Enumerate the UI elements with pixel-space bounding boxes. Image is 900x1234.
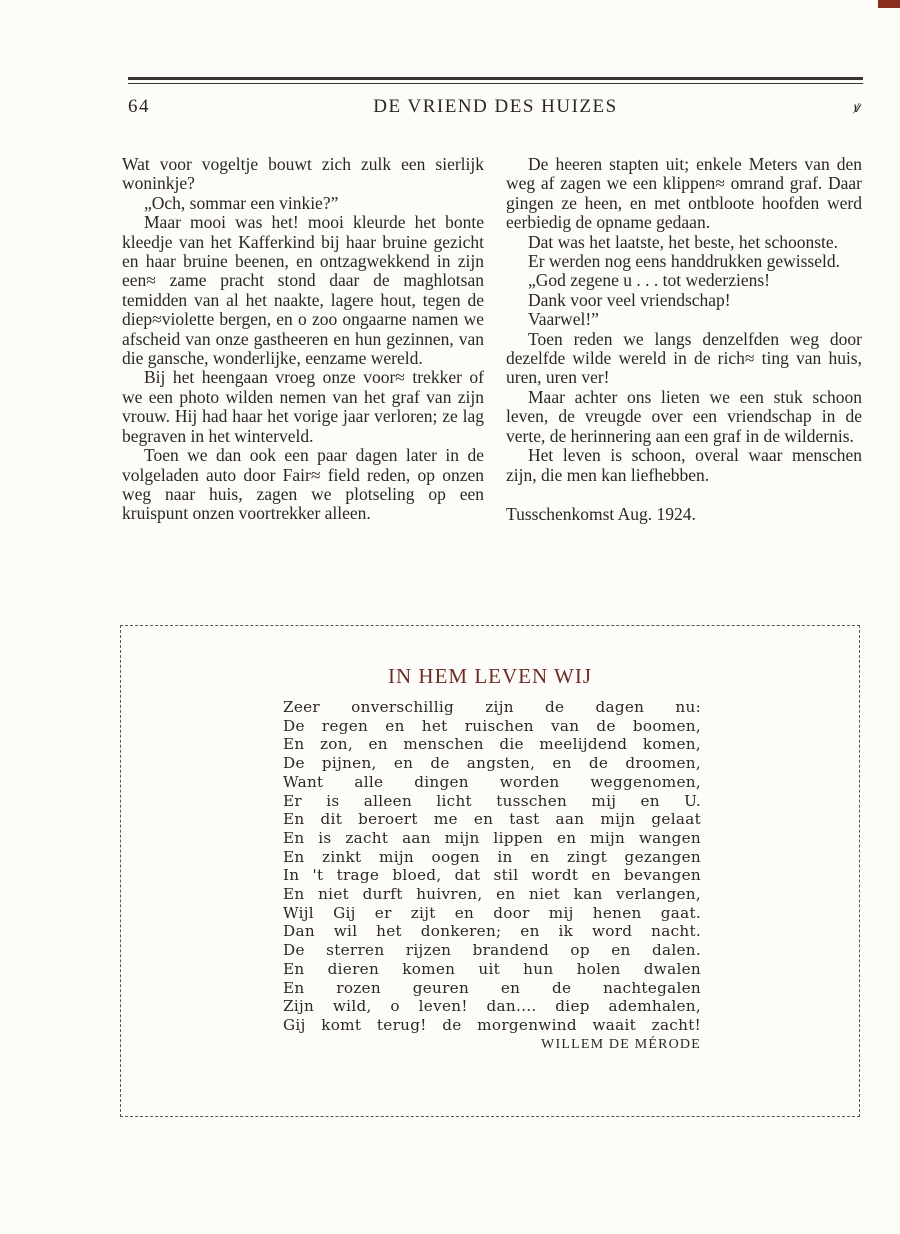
poem-author: WILLEM DE MÉRODE bbox=[541, 1036, 701, 1052]
signoff: Tusschenkomst Aug. 1924. bbox=[506, 503, 696, 524]
paragraph: Er werden nog eens handdrukken gewisseld. bbox=[528, 251, 840, 272]
poem-line: Want alle dingen worden weggenomen, bbox=[283, 772, 701, 791]
paragraph: Maar mooi was het! mooi kleurde het bonte kleedje van het Kafferkind bij haar bruine gezicht en haar bruine beenen, en ontzagwekkend in zijn een≈ zame pracht stond daar de maghlotsan temidden van al het naakte, lagere hout, tegen de diep≈violette bergen, en o zoo ongaarne namen we afscheid van onze gastheeren en hun gezinnen, van die gansche, wonderlijke, eenzame wereld. bbox=[122, 212, 484, 369]
poem-line: Gij komt terug! de morgenwind waait zacht! bbox=[283, 1015, 701, 1034]
paragraph: Toen we dan ook een paar dagen later in de volgeladen auto door Fair≈ field reden, op onzen weg naar huis, zagen we plotseling op een kruispunt onzen voortrekker alleen. bbox=[122, 445, 484, 524]
page-number: 64 bbox=[128, 96, 150, 117]
poem-line: Zijn wild, o leven! dan.... diep ademhalen, bbox=[283, 997, 701, 1016]
paragraph: „God zegene u . . . tot wederziens! bbox=[528, 270, 770, 291]
paragraph: Wat voor vogeltje bouwt zich zulk een sierlijk woninkje? bbox=[122, 154, 484, 194]
page-edge-mark bbox=[878, 0, 900, 8]
poem-line: En is zacht aan mijn lippen en mijn wangen bbox=[283, 828, 701, 847]
poem-line: En rozen geuren en de nachtegalen bbox=[283, 978, 701, 997]
poem-line: De regen en het ruischen van de boomen, bbox=[283, 716, 701, 735]
poem-line: Wijl Gij er zijt en door mij henen gaat. bbox=[283, 903, 701, 922]
paragraph: Toen reden we langs denzelfden weg door dezelfde wilde wereld in de rich≈ ting van huis, uren, uren ver! bbox=[506, 328, 862, 388]
paragraph: Bij het heengaan vroeg onze voor≈ trekker of we een photo wilden nemen van het graf van zijn vrouw. Hij had haar het vorige jaar verloren; ze lag begraven in het winterveld. bbox=[122, 367, 484, 446]
left-column bbox=[122, 155, 484, 524]
poem-line: In 't trage bloed, dat stil wordt en bevangen bbox=[283, 866, 701, 885]
paragraph: Maar achter ons lieten we een stuk schoon leven, de vreugde over een vriendschap in de verte, de herinnering aan een graf in de wildernis. bbox=[506, 386, 862, 446]
poem-line: En dieren komen uit hun holen dwalen bbox=[283, 959, 701, 978]
running-title: DE VRIEND DES HUIZES bbox=[373, 96, 618, 117]
poem-line: Dan wil het donkeren; en ik word nacht. bbox=[283, 922, 701, 941]
paragraph: Dat was het laatste, het beste, het schoonste. bbox=[528, 231, 839, 252]
poem-title: IN HEM LEVEN WIJ bbox=[388, 664, 592, 688]
poem-line: En zon, en menschen die meelijdend komen, bbox=[283, 735, 701, 754]
poem-line: Er is alleen licht tusschen mij en U. bbox=[283, 791, 701, 810]
poem-line: En niet durft huivren, en niet kan verlangen, bbox=[283, 885, 701, 904]
poem-body bbox=[283, 698, 701, 1054]
header-ornament-icon: ꝟ bbox=[852, 101, 861, 116]
poem-box bbox=[120, 625, 860, 1117]
header-rule bbox=[128, 77, 863, 80]
poem-line: Zeer onverschillig zijn de dagen nu: bbox=[283, 698, 701, 716]
paragraph: Het leven is schoon, overal waar menschen zijn, die men kan liefhebben. bbox=[506, 445, 862, 485]
poem-line: En dit beroert me en tast aan mijn gelaat bbox=[283, 810, 701, 829]
header-rule-thin bbox=[128, 83, 863, 84]
paragraph: Dank voor veel vriendschap! bbox=[528, 289, 731, 310]
poem-line: En zinkt mijn oogen in en zingt gezangen bbox=[283, 847, 701, 866]
poem-line: De pijnen, en de angsten, en de droomen, bbox=[283, 754, 701, 773]
right-column bbox=[506, 155, 862, 524]
running-header bbox=[128, 96, 863, 122]
paragraph: „Och, sommar een vinkie?” bbox=[144, 192, 339, 213]
paragraph: Vaarwel!” bbox=[528, 309, 599, 330]
poem-line: De sterren rijzen brandend op en dalen. bbox=[283, 941, 701, 960]
paragraph: De heeren stapten uit; enkele Meters van den weg af zagen we een klippen≈ omrand graf. Daar gingen ze heen, en met ontbloote hoofden werd eerbiedig de opname gedaan. bbox=[506, 154, 862, 233]
